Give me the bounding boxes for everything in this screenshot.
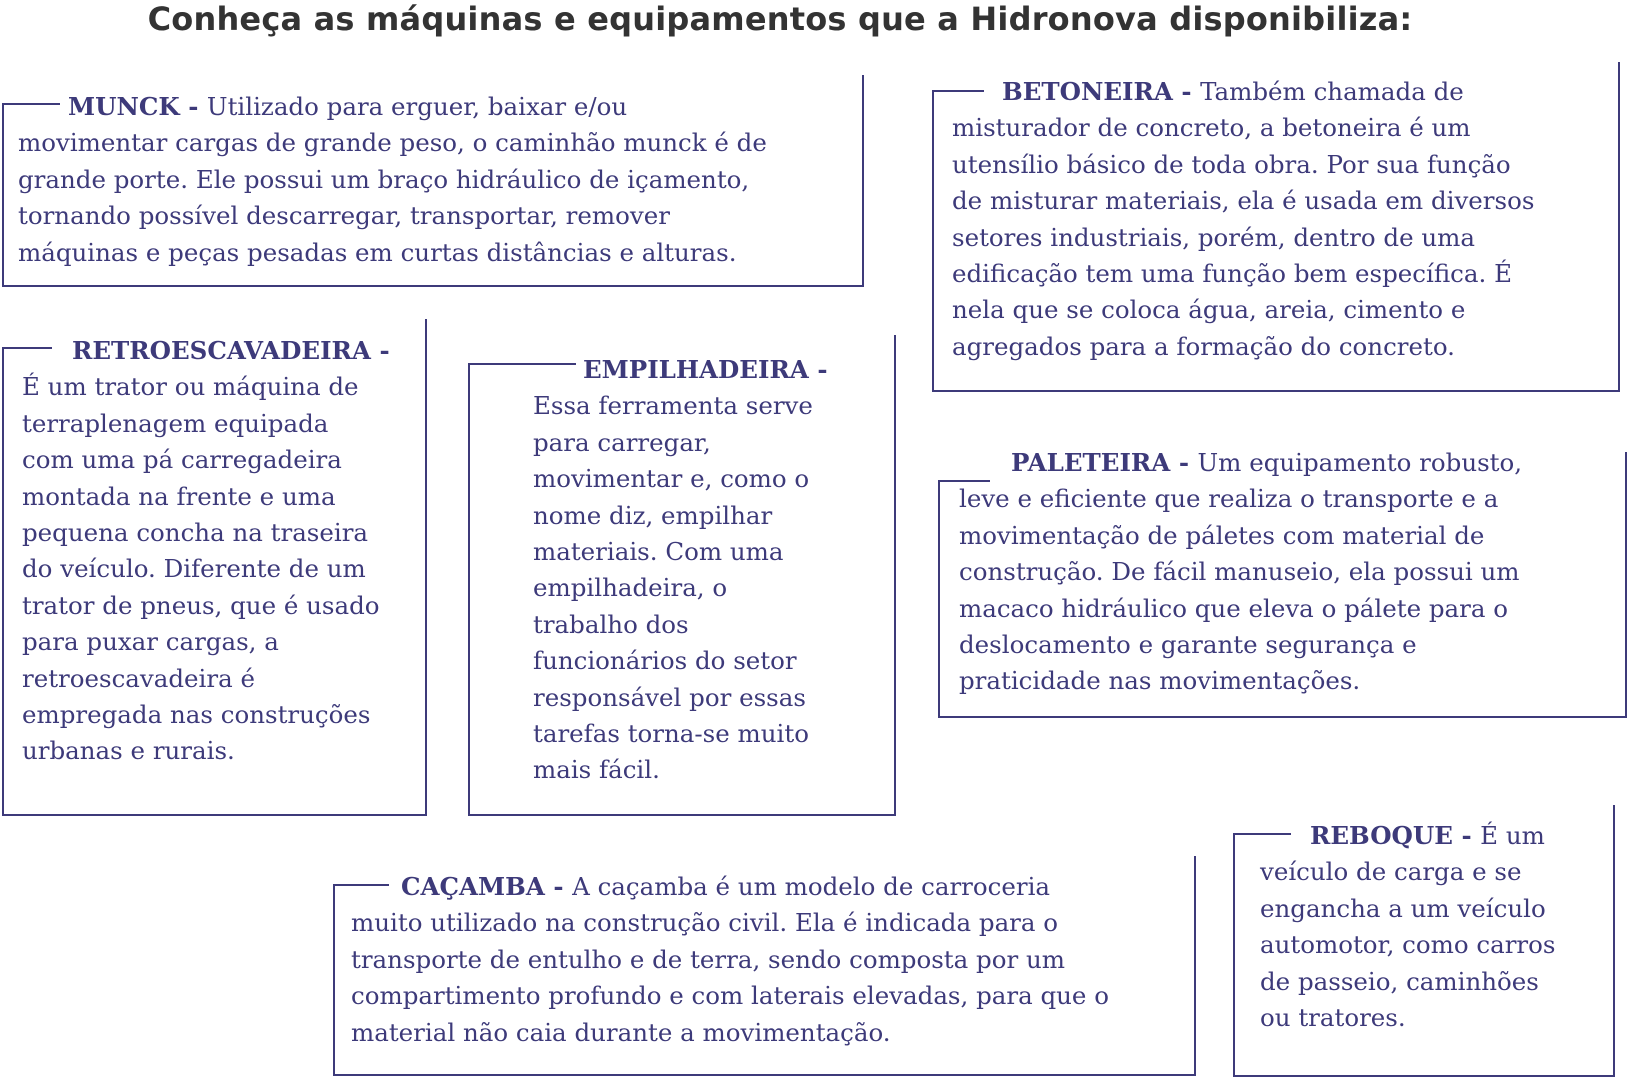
- paleteira-heading: PALETEIRA: [1011, 448, 1171, 477]
- paleteira-line: leve e eficiente que realiza o transporte e a: [959, 484, 1499, 514]
- paleteira-line: macaco hidráulico que eleva o pálete para o: [959, 593, 1509, 623]
- retroescavadeira-text: RETROESCAVADEIRA - É um trator ou máquina de terraplenagem equipada com uma pá carregadeira montada na frente e uma pequena concha na traseira do veículo. Diferente de um trator de pneus, que é usado para puxar cargas, a retroescavadeira é empregada nas construções urbanas e rurais.: [22, 333, 390, 770]
- retroescavadeira-line: para puxar cargas, a: [22, 627, 279, 657]
- retroescavadeira-line: empregada nas construções: [22, 700, 371, 730]
- retroescavadeira-line: com uma pá carregadeira: [22, 445, 342, 475]
- cacamba-line: compartimento profundo e com laterais elevadas, para que o: [351, 981, 1109, 1011]
- retroescavadeira-line: montada na frente e uma: [22, 481, 336, 511]
- munck-line: movimentar cargas de grande peso, o caminhão munck é de: [18, 128, 767, 158]
- cacamba-text: CAÇAMBA - A caçamba é um modelo de carroceria muito utilizado na construção civil. Ela é indicada para o transporte de entulho e de terra, sendo composta por um compartimento profundo e com laterais elevadas, para que o material não caia durante a movimentação.: [351, 869, 1109, 1051]
- cacamba-line: material não caia durante a movimentação.: [351, 1017, 891, 1047]
- betoneira-line: Também chamada de: [1200, 77, 1464, 106]
- reboque-line: enganchа a um veículo: [1260, 893, 1546, 923]
- retroescavadeira-line: trator de pneus, que é usado: [22, 590, 380, 620]
- betoneira-heading: BETONEIRA: [1002, 77, 1173, 106]
- paleteira-line: praticidade nas movimentações.: [959, 666, 1361, 696]
- retroescavadeira-line: urbanas e rurais.: [22, 736, 235, 766]
- cacamba-line: muito utilizado na construção civil. Ela é indicada para o: [351, 908, 1059, 938]
- paleteira-line: movimentação de páletes com material de: [959, 520, 1485, 550]
- cacamba-line: A caçamba é um modelo de carroceria: [572, 872, 1051, 901]
- munck-heading: MUNCK: [68, 92, 180, 121]
- empilhadeira-line: funcionários do setor: [533, 646, 797, 676]
- empilhadeira-line: trabalho dos: [533, 609, 689, 639]
- page-title: Conheça as máquinas e equipamentos que a Hidronova disponibiliza:: [147, 0, 1413, 38]
- paleteira-line: Um equipamento robusto,: [1197, 448, 1523, 477]
- reboque-line: ou tratores.: [1260, 1003, 1406, 1033]
- munck-line: grande porte. Ele possui um braço hidráulico de içamento,: [18, 164, 750, 194]
- empilhadeira-line: materiais. Com uma: [533, 537, 784, 567]
- retroescavadeira-line: terraplenagem equipada: [22, 408, 329, 438]
- reboque-line: de passeio, caminhões: [1260, 966, 1539, 996]
- munck-text: MUNCK - Utilizado para erguer, baixar e/ou movimentar cargas de grande peso, o caminhão munck é de grande porte. Ele possui um braço hidráulico de içamento, tornando possível descarregar, transportar, remover máquinas e peças pesadas em curtas distâncias e alturas.: [18, 89, 767, 271]
- retroescavadeira-line: do veículo. Diferente de um: [22, 554, 366, 584]
- empilhadeira-line: tarefas torna-se muito: [533, 719, 809, 749]
- reboque-text: REBOQUE - É um veículo de carga e se enganchа a um veículo automotor, como carros de passeio, caminhões ou tratores.: [1260, 818, 1555, 1036]
- betoneira-text: BETONEIRA - Também chamada de misturador de concreto, a betoneira é um utensílio básico de toda obra. Por sua função de misturar materiais, ela é usada em diversos setores industriais, porém, dentro de uma edificação tem uma função bem específica. É nela que se coloca água, areia, cimento e agregados para a formação do concreto.: [952, 74, 1534, 365]
- betoneira-line: misturador de concreto, a betoneira é um: [952, 113, 1471, 143]
- retroescavadeira-line: retroescavadeira é: [22, 663, 255, 693]
- empilhadeira-text: EMPILHADEIRA - Essa ferramenta serve para carregar, movimentar e, como o nome diz, empilhar materiais. Com uma empilhadeira, o trabalho dos funcionários do setor responsável por essas tarefas torna-se muito mais fácil.: [533, 352, 828, 789]
- empilhadeira-line: Essa ferramenta serve: [533, 391, 813, 421]
- empilhadeira-line: empilhadeira, o: [533, 573, 728, 603]
- empilhadeira-line: responsável por essas: [533, 682, 806, 712]
- paleteira-text: PALETEIRA - Um equipamento robusto, leve e eficiente que realiza o transporte e a movimentação de páletes com material de construção. De fácil manuseio, ela possui um macaco hidráulico que eleva o pálete para o deslocamento e garante segurança e praticidade nas movimentações.: [959, 445, 1522, 700]
- paleteira-line: deslocamento e garante segurança e: [959, 630, 1417, 660]
- empilhadeira-line: mais fácil.: [533, 755, 660, 785]
- paleteira-line: construção. De fácil manuseio, ela possui um: [959, 557, 1520, 587]
- munck-line: tornando possível descarregar, transportar, remover: [18, 201, 670, 231]
- betoneira-line: agregados para a formação do concreto.: [952, 331, 1455, 361]
- empilhadeira-heading: EMPILHADEIRA: [583, 355, 809, 384]
- munck-line: máquinas e peças pesadas em curtas distâncias e alturas.: [18, 237, 737, 267]
- reboque-line: É um: [1480, 821, 1545, 850]
- empilhadeira-line: movimentar e, como o: [533, 464, 810, 494]
- reboque-line: automotor, como carros: [1260, 930, 1556, 960]
- betoneira-line: edificação tem uma função bem específica. É: [952, 259, 1512, 289]
- retroescavadeira-line: É um trator ou máquina de: [22, 372, 359, 402]
- empilhadeira-line: nome diz, empilhar: [533, 500, 773, 530]
- reboque-heading: REBOQUE: [1310, 821, 1453, 850]
- cacamba-line: transporte de entulho e de terra, sendo composta por um: [351, 944, 1065, 974]
- cacamba-heading: CAÇAMBA: [401, 872, 545, 901]
- betoneira-line: de misturar materiais, ela é usada em diversos: [952, 186, 1535, 216]
- betoneira-line: nela que se coloca água, areia, cimento e: [952, 295, 1466, 325]
- betoneira-line: setores industriais, porém, dentro de uma: [952, 222, 1475, 252]
- betoneira-line: utensílio básico de toda obra. Por sua função: [952, 149, 1511, 179]
- empilhadeira-line: para carregar,: [533, 427, 711, 457]
- retroescavadeira-line: pequena concha na traseira: [22, 518, 369, 548]
- retroescavadeira-heading: RETROESCAVADEIRA: [72, 336, 371, 365]
- reboque-line: veículo de carga e se: [1260, 857, 1522, 887]
- munck-line: Utilizado para erguer, baixar e/ou: [206, 92, 628, 121]
